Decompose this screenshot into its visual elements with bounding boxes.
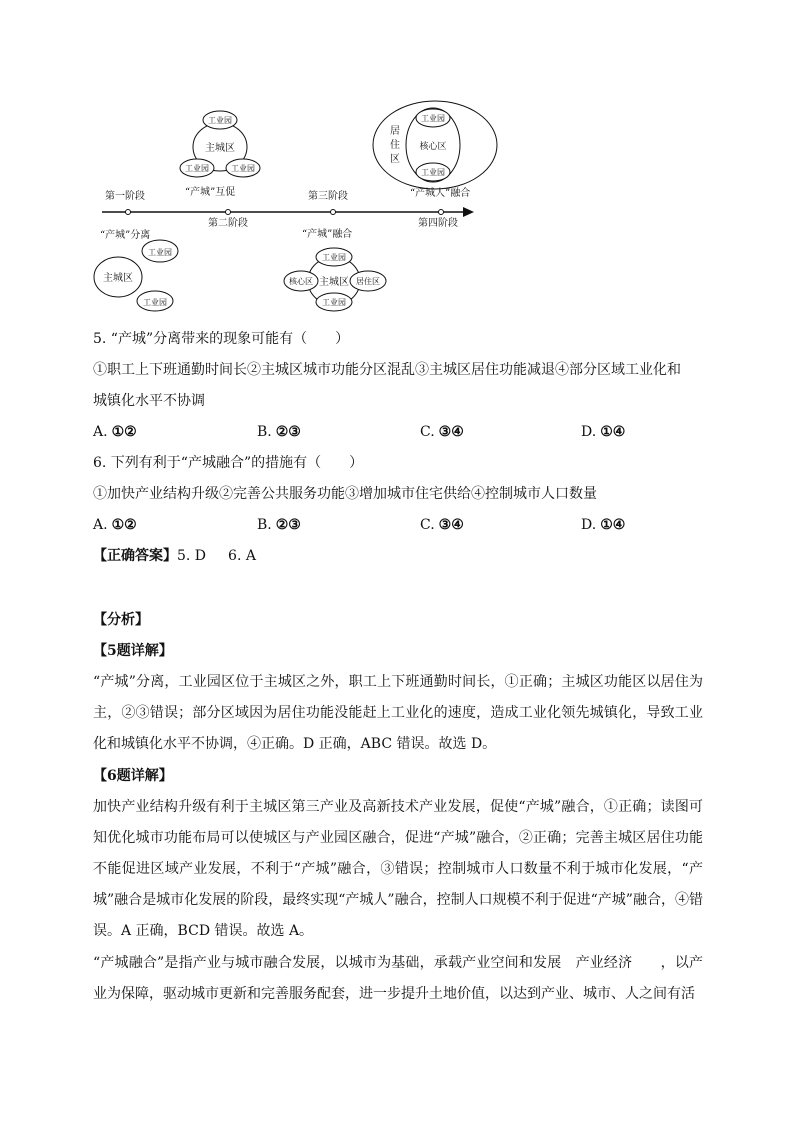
q5-option-d: D. ①④: [581, 424, 626, 440]
q5-option-a: A. ①②: [93, 424, 137, 440]
answer-label: 【正确答案】: [93, 548, 177, 564]
residential-label: 居住区: [356, 277, 380, 286]
stage4-label: 第四阶段: [418, 218, 458, 229]
q6-option-c: C. ③④: [420, 517, 464, 533]
park-label: 工业园: [208, 116, 232, 125]
q5-statements-line2: 城镇化水平不协调: [93, 393, 205, 409]
caption-promotion: “产城”互促: [185, 187, 236, 198]
main-city-label: 主城区: [205, 143, 235, 154]
park-label: 工业园: [322, 253, 346, 262]
q6-option-b: B. ②③: [257, 517, 301, 533]
core-zone-label: 核心区: [289, 277, 313, 286]
q6-detail-text: 加快产业结构升级有利于主城区第三产业及高新技术产业发展，促使“产城”融合，①正确；读图可知优化城市功能布局可以使城区与产业园区融合，促进“产城”融合，②正确；完善主城区居住功能不能促进区域产业发展，不利于“产城”融合，③错误；控制城市人口数量不利于城市化发展，“产城”融合是城市化发展的阶段，最终实现“产城人”融合，控制人口规模不利于促进“产城”融合，④错误。A 正确，BCD 错误。故选 A。: [93, 799, 703, 939]
park-label: 工业园: [421, 168, 445, 177]
extra-explanation-text: “产城融合”是指产业与城市融合发展，以城市为基础，承载产业空间和发展 产业经济 ，以产业为保障，驱动城市更新和完善服务配套，进一步提升土地价值，以达到产业、城市、人之间有活: [93, 955, 703, 1002]
answer-q5: 5. D: [177, 548, 207, 564]
q6-option-a: A. ①②: [93, 517, 137, 533]
residential-vertical-char: 居: [390, 126, 400, 137]
answer-line: [93, 546, 256, 566]
park-label: 工业园: [231, 164, 255, 173]
q5-option-c: C. ③④: [420, 424, 464, 440]
q5-detail-text: “产城”分离，工业园区位于主城区之外，职工上下班通勤时间长，①正确；主城区功能区以居住为主，②③错误；部分区域因为居住功能没能赶上工业化的速度，造成工业化领先城镇化，导致工业化和城镇化水平不协调，④正确。D 正确，ABC 错误。故选 D。: [93, 674, 703, 752]
park-label: 工业园: [143, 298, 167, 307]
park-label: 工业园: [322, 298, 346, 307]
answer-q6: 6. A: [228, 548, 256, 564]
core-zone-label: 核心区: [419, 142, 447, 152]
caption-people-fusion: “产城人”融合: [410, 188, 471, 199]
q6-detail-heading: 【6题详解】: [93, 768, 173, 784]
stage2-label: 第二阶段: [208, 218, 248, 229]
park-label: 工业园: [185, 164, 209, 173]
timeline: [102, 207, 474, 217]
park-label: 工业园: [148, 248, 172, 257]
caption-fusion: “产城”融合: [302, 229, 353, 240]
q5-stem: 5. “产城”分离带来的现象可能有（ ）: [93, 331, 350, 347]
park-label: 工业园: [421, 114, 445, 123]
main-city-label: 主城区: [103, 273, 133, 284]
q6-stem: 6. 下列有利于“产城融合”的措施有（ ）: [93, 455, 364, 471]
q5-statements-line1: ①职工上下班通勤时间长②主城区城市功能分区混乱③主城区居住功能减退④部分区域工业化和: [93, 362, 681, 378]
q5-option-b: B. ②③: [257, 424, 301, 440]
caption-separation: “产城”分离: [100, 230, 151, 241]
stage3-label: 第三阶段: [308, 191, 348, 202]
q6-option-d: D. ①④: [581, 517, 626, 533]
main-city-label: 主城区: [319, 277, 349, 288]
stage1-label: 第一阶段: [105, 191, 145, 202]
residential-vertical-char: 住: [390, 140, 400, 151]
analysis-heading: 【分析】: [93, 612, 149, 628]
residential-vertical-char: 区: [390, 154, 400, 165]
stage-diagram: [80, 98, 520, 318]
timeline-arrow-icon: [463, 207, 474, 217]
q5-detail-heading: 【5题详解】: [93, 643, 173, 659]
q6-statements: ①加快产业结构升级②完善公共服务功能③增加城市住宅供给④控制城市人口数量: [93, 486, 597, 502]
